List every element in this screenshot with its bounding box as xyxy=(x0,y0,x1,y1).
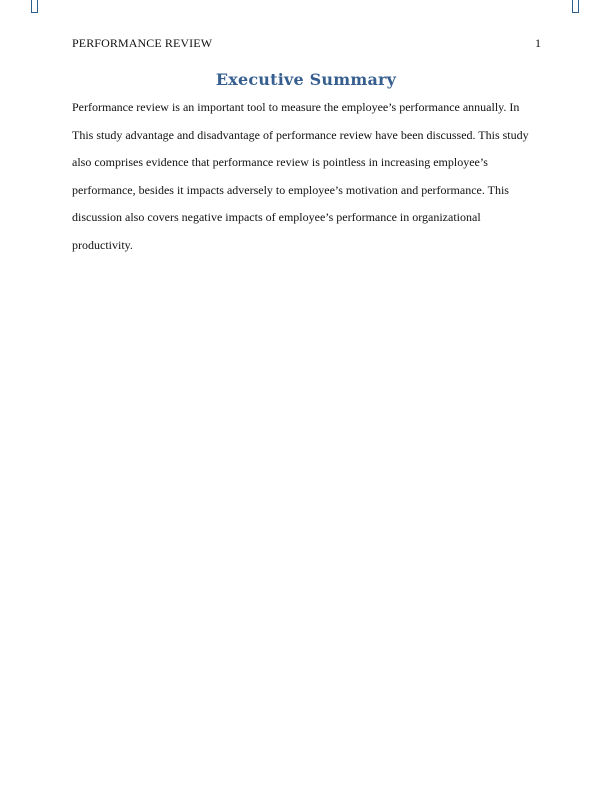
paragraph-line: also comprises evidence that performance review is pointless in increasing employee’s xyxy=(72,155,488,169)
paragraph-line: productivity. xyxy=(72,237,133,252)
page-title: Executive Summary xyxy=(215,70,397,89)
running-head: PERFORMANCE REVIEW xyxy=(72,36,213,50)
summary-paragraph xyxy=(72,94,542,259)
paragraph-line: Performance review is an important tool to measure the employee’s performance annually. In xyxy=(72,100,520,114)
paragraph-line: discussion also covers negative impacts of employee’s performance in organizational xyxy=(72,210,481,224)
page-number: 1 xyxy=(535,36,541,50)
paragraph-line: This study advantage and disadvantage of performance review have been discussed. This study xyxy=(72,127,529,142)
paragraph-line: performance, besides it impacts adversely to employee’s motivation and performance. This xyxy=(72,182,509,197)
text-boundary-mark-left xyxy=(31,0,38,13)
text-boundary-mark-right xyxy=(572,0,579,13)
